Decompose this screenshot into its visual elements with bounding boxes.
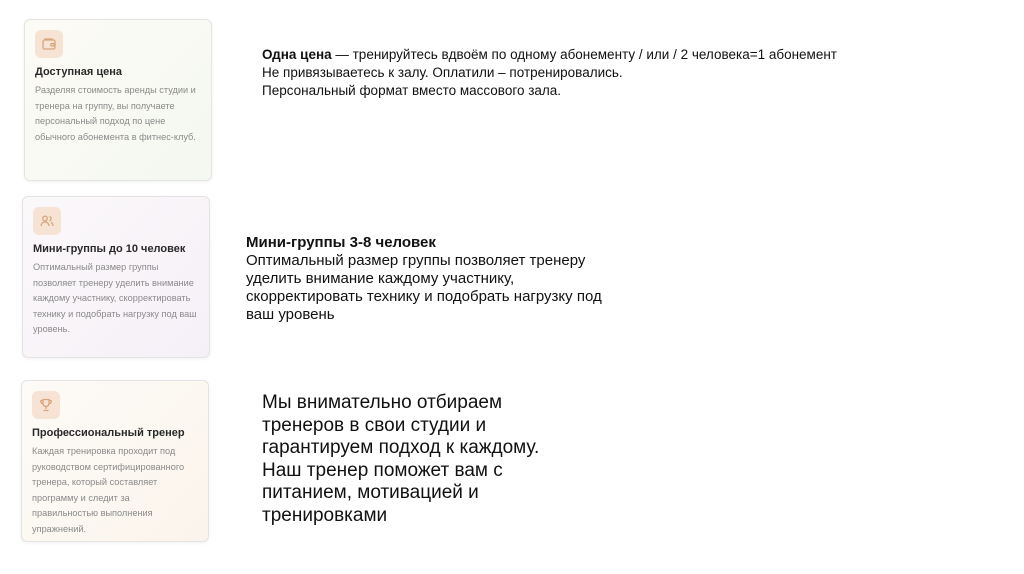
price-description [262, 46, 837, 100]
price-description-line2: Не привязываетесь к залу. Оплатили – потренировались. [262, 65, 623, 80]
users-icon [33, 207, 61, 235]
card-title: Мини-группы до 10 человек [33, 243, 186, 255]
card-title: Доступная цена [35, 66, 122, 78]
card-title: Профессиональный тренер [32, 427, 185, 439]
card-text: Разделяя стоимость аренды студии и тренера на группу, вы получаете персональный подход по цене обычного абонемента в фитнес-клуб. [35, 85, 196, 142]
wallet-icon [35, 30, 63, 58]
card-mini-groups [22, 196, 210, 358]
trophy-icon [32, 391, 60, 419]
groups-description-heading: Мини-группы 3-8 человек [246, 234, 436, 251]
card-professional-trainer [21, 380, 209, 542]
groups-description [246, 234, 606, 324]
card-text: Оптимальный размер группы позволяет тренеру уделить внимание каждому участнику, скорректировать технику и подобрать нагрузку под ваш уровень. [33, 262, 197, 334]
price-description-line1 [262, 46, 837, 64]
price-description-rest: — тренируйтесь вдвоём по одному абонементу / или / 2 человека=1 абонемент [331, 47, 837, 62]
price-description-bold: Одна цена [262, 47, 332, 62]
card-affordable-price [24, 19, 212, 181]
card-text: Каждая тренировка проходит под руководством сертифицированного тренера, который составляет программу и следит за правильностью выполнения упражнений. [32, 446, 185, 534]
price-description-line3: Персональный формат вместо массового зала. [262, 83, 562, 98]
groups-description-text: Оптимальный размер группы позволяет тренеру уделить внимание каждому участнику, скорректировать технику и подобрать нагрузку под ваш уровень [246, 252, 602, 323]
trainer-description: Мы внимательно отбираем тренеров в свои студии и гарантируем подход к каждому. Наш тренер поможет вам с питанием, мотивацией и тренировками [262, 392, 540, 526]
